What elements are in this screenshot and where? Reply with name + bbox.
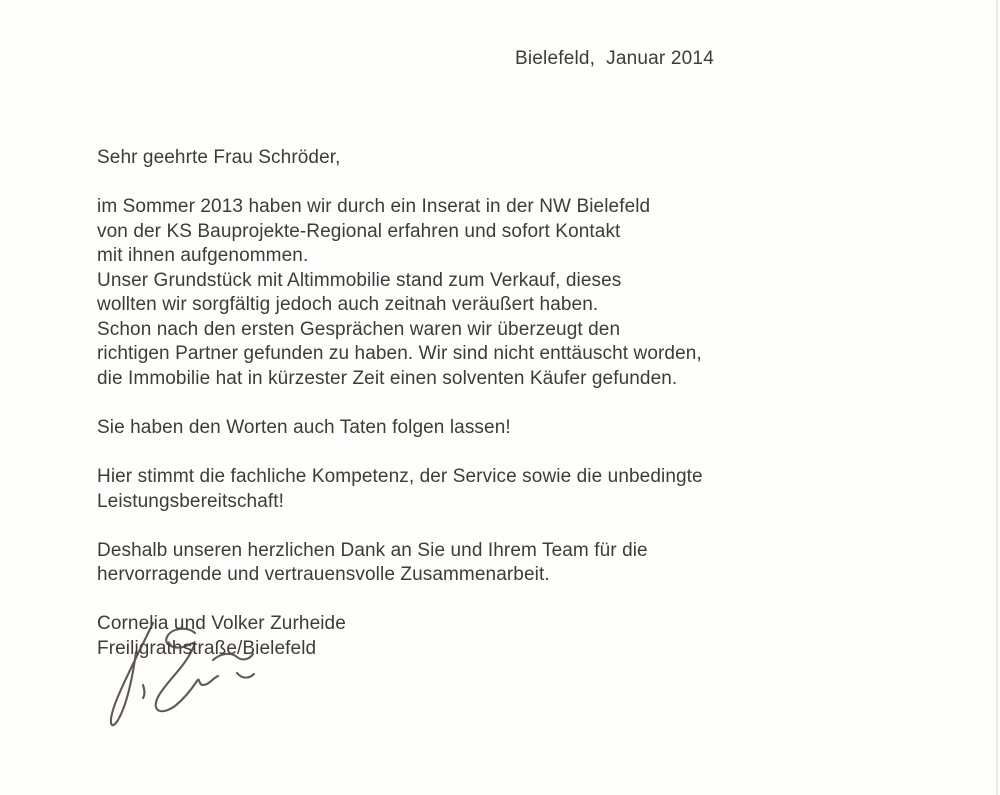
letter-line: Schon nach den ersten Gesprächen waren wir überzeugt den xyxy=(97,318,621,340)
letter-date: Bielefeld, Januar 2014 xyxy=(515,48,714,69)
letter-line: Cornelia und Volker Zurheide xyxy=(97,613,346,635)
letter-line xyxy=(97,514,817,539)
handwritten-signature xyxy=(85,605,285,750)
letter-line: Unser Grundstück mit Altimmobilie stand zum Verkauf, dieses xyxy=(97,269,622,291)
letter-line: von der KS Bauprojekte-Regional erfahren und sofort Kontakt xyxy=(97,220,621,242)
letter-line: Deshalb unseren herzlichen Dank an Sie und Ihrem Team für die xyxy=(97,539,648,561)
scan-edge-artifact xyxy=(996,0,998,795)
letter-line: die Immobilie hat in kürzester Zeit einen solventen Käufer gefunden. xyxy=(97,367,678,389)
letter-line: Sehr geehrte Frau Schröder, xyxy=(97,147,341,168)
letter-line: mit ihnen aufgenommen. xyxy=(97,245,309,267)
letter-line xyxy=(97,171,817,196)
letter-line xyxy=(97,391,817,416)
letter-line: richtigen Partner gefunden zu haben. Wir sind nicht enttäuscht worden, xyxy=(97,343,702,365)
letter-line: wollten wir sorgfältig jedoch auch zeitnah veräußert haben. xyxy=(97,294,599,316)
letter-line: Freiligrathstraße/Bielefeld xyxy=(97,637,317,659)
letter-line: im Sommer 2013 haben wir durch ein Inserat in der NW Bielefeld xyxy=(97,196,651,218)
letter-line: Leistungsbereitschaft! xyxy=(97,490,285,512)
letter-line: Sie haben den Worten auch Taten folgen lassen! xyxy=(97,417,511,439)
letter-line: Hier stimmt die fachliche Kompetenz, der Service sowie die unbedingte xyxy=(97,466,703,488)
letter-line: hervorragende und vertrauensvolle Zusammenarbeit. xyxy=(97,564,550,586)
letter-body xyxy=(97,146,817,661)
letter-line xyxy=(97,441,817,466)
